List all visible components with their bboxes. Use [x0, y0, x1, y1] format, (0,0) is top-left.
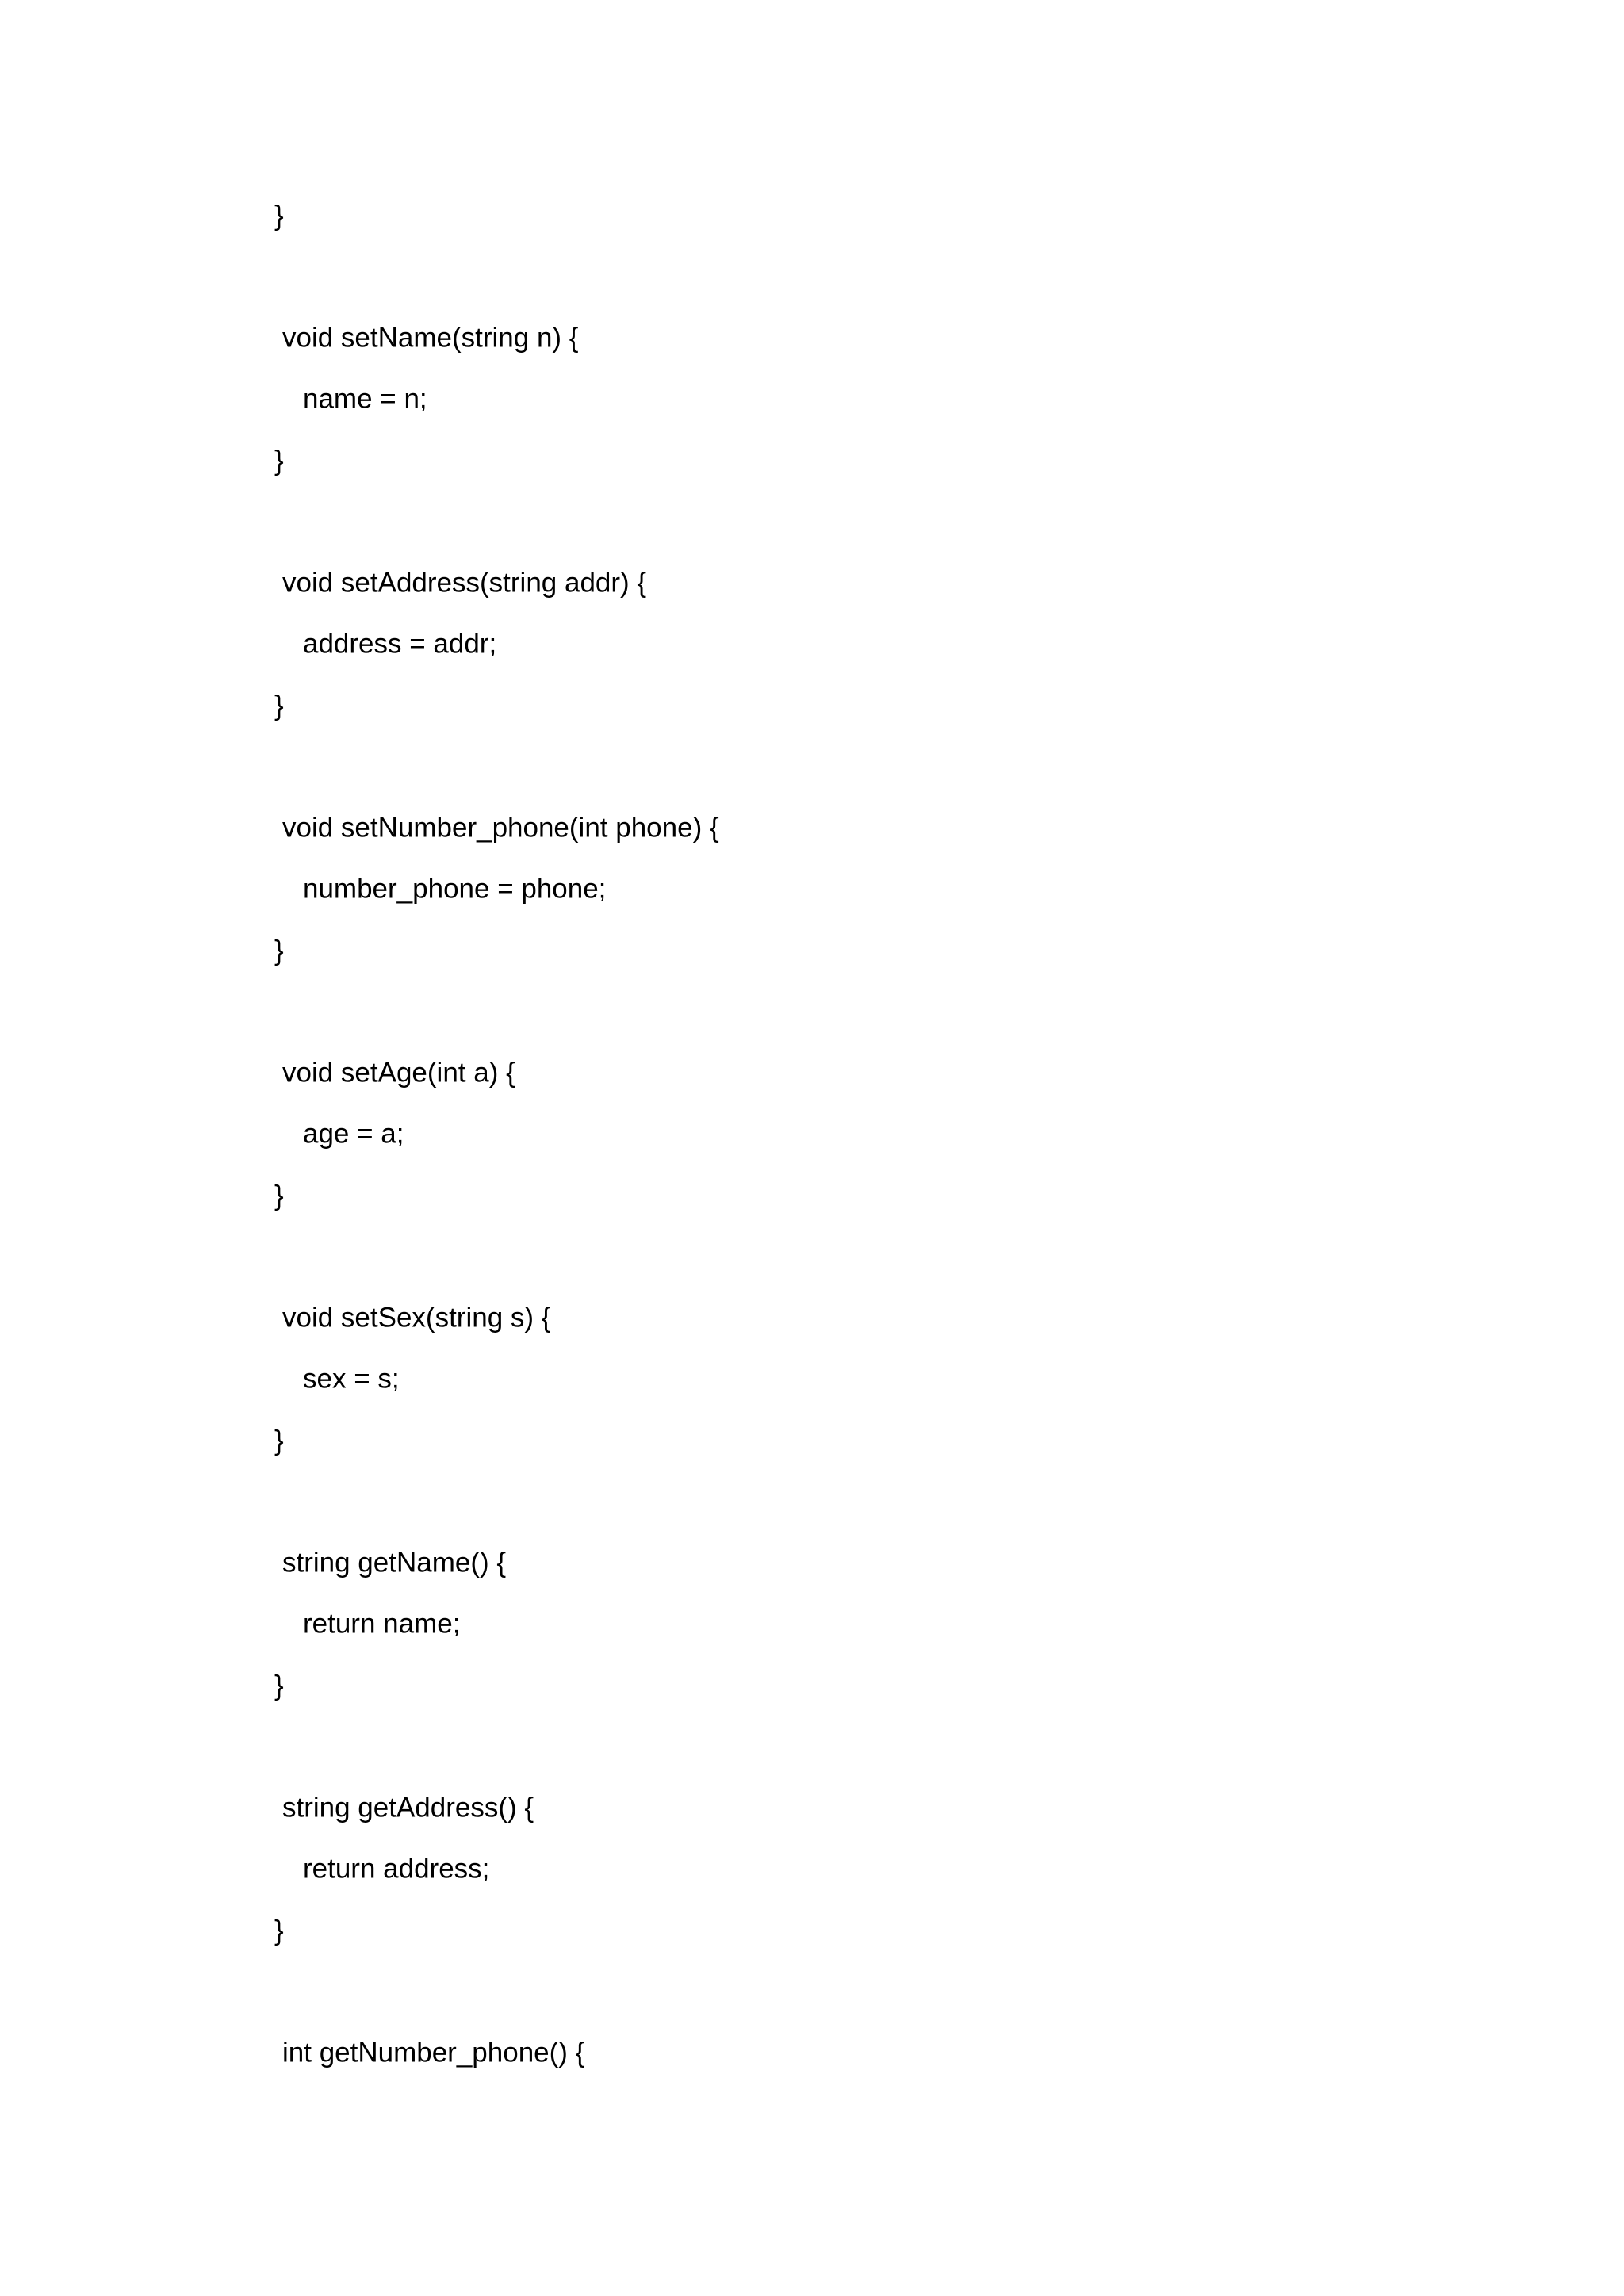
closing-brace: } [274, 935, 284, 966]
method-signature: string getAddress() { [282, 1792, 534, 1823]
method-body-line: age = a; [303, 1118, 404, 1150]
closing-brace: } [274, 1180, 284, 1211]
method-signature: void setNumber_phone(int phone) { [282, 812, 719, 844]
method-signature: void setSex(string s) { [282, 1302, 551, 1334]
method-signature: string getName() { [282, 1547, 507, 1578]
method-body-line: return address; [303, 1853, 490, 1885]
method-signature: void setAddress(string addr) { [282, 567, 647, 599]
method-signature: int getNumber_phone() { [282, 2037, 585, 2068]
closing-brace: } [274, 690, 284, 721]
method-body-line: address = addr; [303, 628, 497, 660]
method-body-line: return name; [303, 1608, 461, 1640]
closing-brace: } [274, 445, 284, 476]
method-signature: void setAge(int a) { [282, 1057, 515, 1089]
closing-brace: } [274, 200, 284, 232]
method-body-line: name = n; [303, 383, 427, 415]
method-signature: void setName(string n) { [282, 322, 579, 354]
closing-brace: } [274, 1425, 284, 1456]
closing-brace: } [274, 1915, 284, 1946]
closing-brace: } [274, 1670, 284, 1701]
method-body-line: number_phone = phone; [303, 873, 607, 905]
method-body-line: sex = s; [303, 1363, 400, 1395]
